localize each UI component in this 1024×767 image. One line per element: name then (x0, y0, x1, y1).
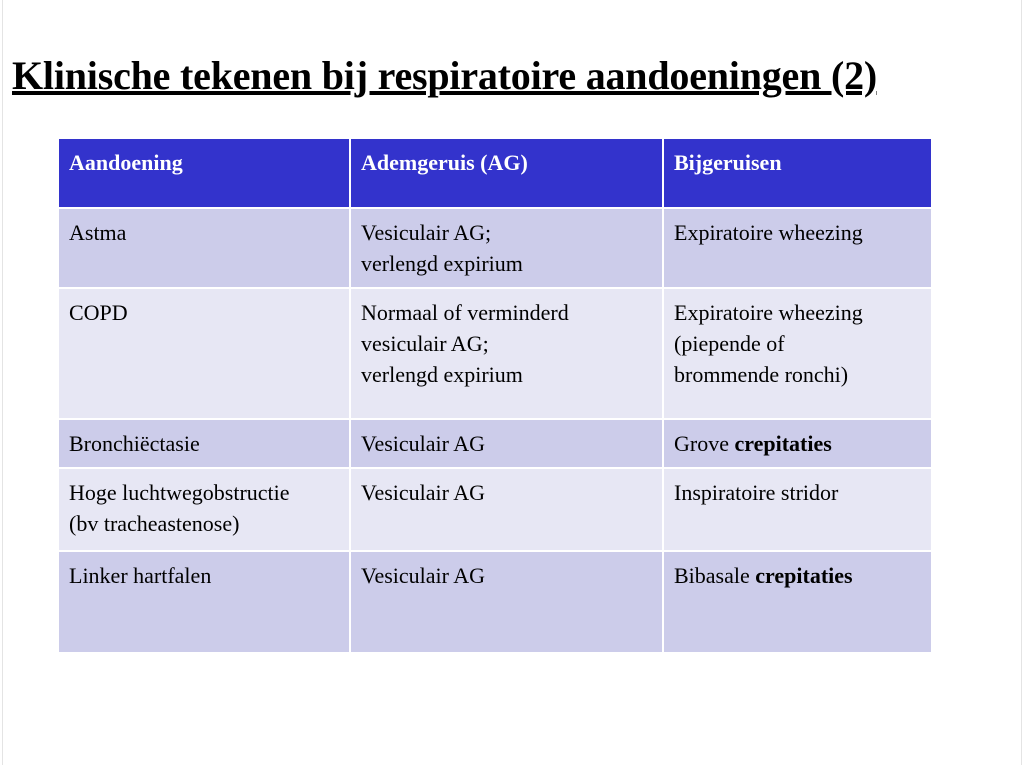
cell-line: Inspiratoire stridor (674, 480, 839, 505)
bold-term: crepitaties (734, 431, 832, 456)
cell-line: Vesiculair AG (361, 563, 486, 588)
cell-line: COPD (69, 300, 128, 325)
cell-line: (bv tracheastenose) (69, 511, 240, 536)
table-row (59, 289, 931, 418)
header-breath-sounds: Ademgeruis (AG) (351, 139, 662, 207)
cell-breath-sounds (351, 469, 662, 550)
cell-line: Vesiculair AG (361, 431, 486, 456)
cell-line: Normaal of verminderd (361, 300, 569, 325)
cell-line: verlengd expirium (361, 362, 523, 387)
cell-breath-sounds (351, 420, 662, 467)
cell-added-sounds (664, 289, 931, 418)
cell-breath-sounds (351, 289, 662, 418)
cell-line: Grove (674, 431, 735, 456)
cell-condition (59, 552, 349, 652)
cell-breath-sounds (351, 209, 662, 287)
table-row (59, 209, 931, 287)
cell-line: Bibasale (674, 563, 756, 588)
table-header-row (59, 139, 931, 207)
slide-title: Klinische tekenen bij respiratoire aandoeningen (2) (12, 53, 877, 98)
header-added-sounds: Bijgeruisen (664, 139, 931, 207)
cell-line: Vesiculair AG; (361, 220, 492, 245)
cell-added-sounds (664, 420, 931, 467)
cell-line: Astma (69, 220, 127, 245)
cell-line: Hoge luchtwegobstructie (69, 480, 290, 505)
cell-line: Vesiculair AG (361, 480, 486, 505)
cell-line: Bronchiëctasie (69, 431, 200, 456)
cell-added-sounds (664, 469, 931, 550)
clinical-signs-table (57, 137, 933, 654)
cell-line: Expiratoire wheezing (674, 300, 863, 325)
cell-line: Linker hartfalen (69, 563, 212, 588)
cell-added-sounds (664, 209, 931, 287)
cell-condition (59, 209, 349, 287)
cell-breath-sounds (351, 552, 662, 652)
cell-condition (59, 420, 349, 467)
table-row (59, 469, 931, 550)
cell-condition (59, 289, 349, 418)
bold-term: crepitaties (755, 563, 853, 588)
table-row (59, 552, 931, 652)
table-row (59, 420, 931, 467)
cell-line: verlengd expirium (361, 251, 523, 276)
cell-line: vesiculair AG; (361, 331, 489, 356)
cell-added-sounds (664, 552, 931, 652)
header-condition: Aandoening (59, 139, 349, 207)
cell-condition (59, 469, 349, 550)
cell-line: Expiratoire wheezing (674, 220, 863, 245)
cell-line: (piepende of (674, 331, 785, 356)
cell-line: brommende ronchi) (674, 362, 849, 387)
